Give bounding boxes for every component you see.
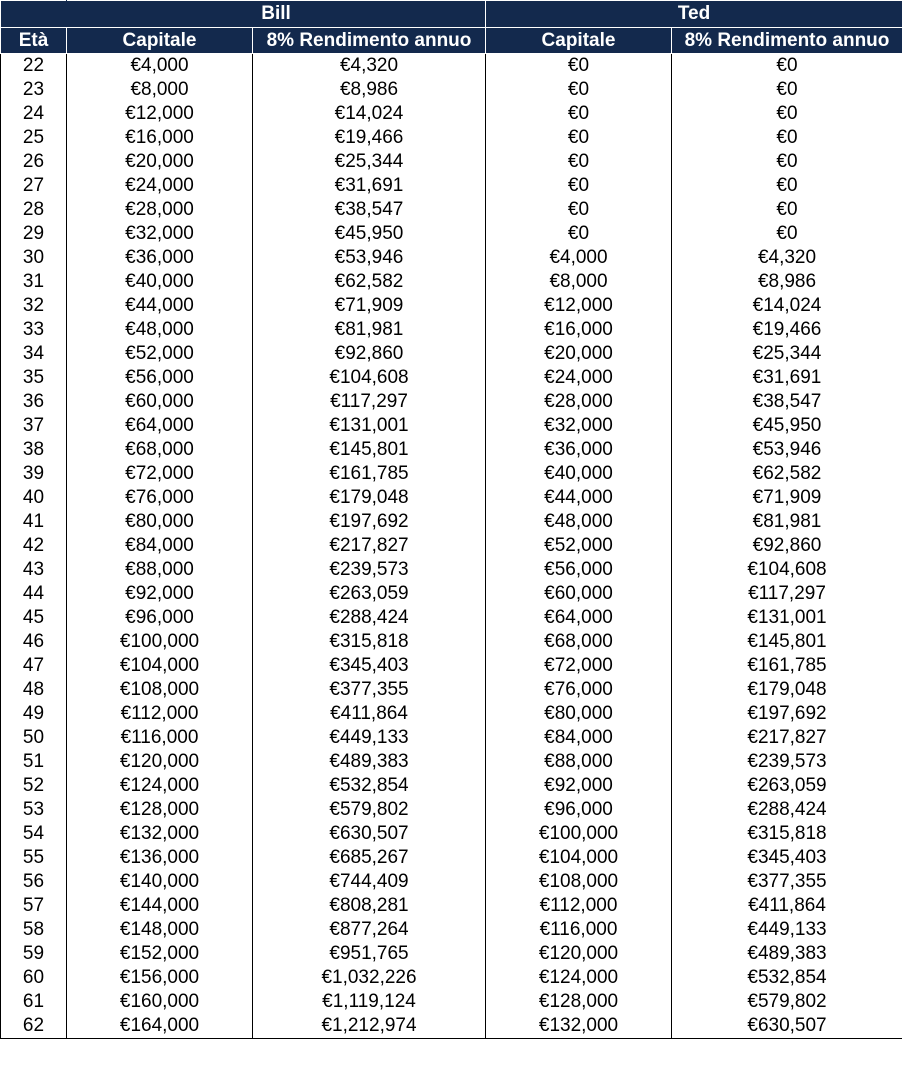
table-row bbox=[1, 750, 902, 774]
cell-ted-capital: €100,000 bbox=[486, 822, 672, 846]
cell-bill-return: €53,946 bbox=[253, 246, 486, 270]
table-row bbox=[1, 294, 902, 318]
column-header-row bbox=[1, 28, 902, 54]
cell-ted-capital: €44,000 bbox=[486, 486, 672, 510]
table-row bbox=[1, 222, 902, 246]
cell-bill-return: €489,383 bbox=[253, 750, 486, 774]
table-row bbox=[1, 318, 902, 342]
cell-age: 40 bbox=[1, 486, 67, 510]
table-row bbox=[1, 918, 902, 942]
cell-ted-return: €53,946 bbox=[672, 438, 902, 462]
cell-bill-return: €179,048 bbox=[253, 486, 486, 510]
cell-ted-capital: €20,000 bbox=[486, 342, 672, 366]
cell-ted-capital: €36,000 bbox=[486, 438, 672, 462]
cell-bill-return: €38,547 bbox=[253, 198, 486, 222]
cell-ted-capital: €0 bbox=[486, 174, 672, 198]
cell-bill-capital: €20,000 bbox=[67, 150, 253, 174]
cell-ted-return: €0 bbox=[672, 150, 902, 174]
cell-bill-return: €4,320 bbox=[253, 54, 486, 79]
cell-ted-return: €411,864 bbox=[672, 894, 902, 918]
cell-ted-capital: €128,000 bbox=[486, 990, 672, 1014]
cell-ted-return: €217,827 bbox=[672, 726, 902, 750]
table-row bbox=[1, 582, 902, 606]
cell-bill-capital: €148,000 bbox=[67, 918, 253, 942]
cell-ted-capital: €0 bbox=[486, 78, 672, 102]
group-header-ted: Ted bbox=[486, 1, 902, 28]
cell-bill-capital: €112,000 bbox=[67, 702, 253, 726]
cell-bill-return: €288,424 bbox=[253, 606, 486, 630]
cell-ted-return: €38,547 bbox=[672, 390, 902, 414]
cell-ted-capital: €52,000 bbox=[486, 534, 672, 558]
cell-age: 44 bbox=[1, 582, 67, 606]
cell-bill-capital: €120,000 bbox=[67, 750, 253, 774]
cell-age: 39 bbox=[1, 462, 67, 486]
cell-ted-return: €19,466 bbox=[672, 318, 902, 342]
table-row bbox=[1, 798, 902, 822]
cell-bill-capital: €28,000 bbox=[67, 198, 253, 222]
cell-ted-return: €0 bbox=[672, 54, 902, 79]
cell-bill-capital: €100,000 bbox=[67, 630, 253, 654]
cell-ted-capital: €0 bbox=[486, 150, 672, 174]
cell-bill-return: €377,355 bbox=[253, 678, 486, 702]
cell-bill-return: €532,854 bbox=[253, 774, 486, 798]
cell-bill-capital: €132,000 bbox=[67, 822, 253, 846]
cell-ted-capital: €32,000 bbox=[486, 414, 672, 438]
table-row bbox=[1, 558, 902, 582]
cell-ted-capital: €80,000 bbox=[486, 702, 672, 726]
cell-bill-capital: €60,000 bbox=[67, 390, 253, 414]
cell-age: 57 bbox=[1, 894, 67, 918]
cell-ted-return: €0 bbox=[672, 102, 902, 126]
table-row bbox=[1, 534, 902, 558]
cell-bill-capital: €68,000 bbox=[67, 438, 253, 462]
cell-ted-capital: €8,000 bbox=[486, 270, 672, 294]
cell-age: 59 bbox=[1, 942, 67, 966]
cell-bill-return: €685,267 bbox=[253, 846, 486, 870]
cell-age: 58 bbox=[1, 918, 67, 942]
table-row bbox=[1, 462, 902, 486]
table-row bbox=[1, 678, 902, 702]
cell-bill-capital: €36,000 bbox=[67, 246, 253, 270]
cell-bill-capital: €156,000 bbox=[67, 966, 253, 990]
table-row bbox=[1, 942, 902, 966]
cell-bill-return: €315,818 bbox=[253, 630, 486, 654]
cell-ted-capital: €68,000 bbox=[486, 630, 672, 654]
cell-bill-return: €8,986 bbox=[253, 78, 486, 102]
table-row bbox=[1, 510, 902, 534]
cell-bill-capital: €24,000 bbox=[67, 174, 253, 198]
cell-ted-return: €0 bbox=[672, 222, 902, 246]
cell-age: 60 bbox=[1, 966, 67, 990]
cell-bill-capital: €72,000 bbox=[67, 462, 253, 486]
cell-bill-return: €45,950 bbox=[253, 222, 486, 246]
cell-ted-return: €45,950 bbox=[672, 414, 902, 438]
cell-age: 25 bbox=[1, 126, 67, 150]
cell-bill-capital: €160,000 bbox=[67, 990, 253, 1014]
cell-ted-capital: €0 bbox=[486, 222, 672, 246]
table-row bbox=[1, 102, 902, 126]
cell-bill-capital: €140,000 bbox=[67, 870, 253, 894]
cell-ted-return: €263,059 bbox=[672, 774, 902, 798]
cell-bill-return: €449,133 bbox=[253, 726, 486, 750]
column-header-bill-return: 8% Rendimento annuo bbox=[253, 28, 486, 54]
cell-ted-return: €489,383 bbox=[672, 942, 902, 966]
cell-age: 61 bbox=[1, 990, 67, 1014]
cell-ted-capital: €0 bbox=[486, 126, 672, 150]
cell-age: 27 bbox=[1, 174, 67, 198]
cell-ted-capital: €116,000 bbox=[486, 918, 672, 942]
table-row bbox=[1, 846, 902, 870]
cell-ted-return: €0 bbox=[672, 78, 902, 102]
cell-ted-return: €104,608 bbox=[672, 558, 902, 582]
cell-ted-return: €131,001 bbox=[672, 606, 902, 630]
cell-ted-capital: €84,000 bbox=[486, 726, 672, 750]
cell-age: 32 bbox=[1, 294, 67, 318]
cell-ted-return: €161,785 bbox=[672, 654, 902, 678]
cell-ted-return: €117,297 bbox=[672, 582, 902, 606]
cell-bill-capital: €84,000 bbox=[67, 534, 253, 558]
table-row bbox=[1, 702, 902, 726]
cell-bill-capital: €116,000 bbox=[67, 726, 253, 750]
cell-ted-return: €0 bbox=[672, 198, 902, 222]
cell-ted-return: €345,403 bbox=[672, 846, 902, 870]
cell-age: 35 bbox=[1, 366, 67, 390]
table-row bbox=[1, 870, 902, 894]
cell-bill-return: €131,001 bbox=[253, 414, 486, 438]
cell-age: 33 bbox=[1, 318, 67, 342]
cell-ted-return: €81,981 bbox=[672, 510, 902, 534]
cell-bill-capital: €56,000 bbox=[67, 366, 253, 390]
group-header-bill: Bill bbox=[67, 1, 486, 28]
cell-bill-capital: €76,000 bbox=[67, 486, 253, 510]
cell-age: 52 bbox=[1, 774, 67, 798]
cell-ted-return: €532,854 bbox=[672, 966, 902, 990]
cell-age: 56 bbox=[1, 870, 67, 894]
cell-ted-return: €288,424 bbox=[672, 798, 902, 822]
cell-bill-capital: €136,000 bbox=[67, 846, 253, 870]
table-row bbox=[1, 966, 902, 990]
cell-ted-capital: €60,000 bbox=[486, 582, 672, 606]
cell-bill-capital: €152,000 bbox=[67, 942, 253, 966]
cell-ted-capital: €92,000 bbox=[486, 774, 672, 798]
cell-bill-capital: €16,000 bbox=[67, 126, 253, 150]
cell-age: 43 bbox=[1, 558, 67, 582]
cell-ted-return: €25,344 bbox=[672, 342, 902, 366]
group-header-row bbox=[1, 1, 902, 28]
cell-age: 31 bbox=[1, 270, 67, 294]
cell-bill-return: €808,281 bbox=[253, 894, 486, 918]
cell-bill-capital: €64,000 bbox=[67, 414, 253, 438]
cell-ted-capital: €16,000 bbox=[486, 318, 672, 342]
table-row bbox=[1, 726, 902, 750]
cell-ted-return: €8,986 bbox=[672, 270, 902, 294]
cell-bill-capital: €4,000 bbox=[67, 54, 253, 79]
cell-bill-capital: €52,000 bbox=[67, 342, 253, 366]
table-body bbox=[1, 54, 902, 1039]
table-row bbox=[1, 606, 902, 630]
cell-ted-capital: €108,000 bbox=[486, 870, 672, 894]
cell-ted-capital: €24,000 bbox=[486, 366, 672, 390]
cell-bill-return: €744,409 bbox=[253, 870, 486, 894]
cell-ted-return: €92,860 bbox=[672, 534, 902, 558]
cell-bill-return: €197,692 bbox=[253, 510, 486, 534]
cell-bill-capital: €80,000 bbox=[67, 510, 253, 534]
cell-age: 54 bbox=[1, 822, 67, 846]
cell-ted-return: €197,692 bbox=[672, 702, 902, 726]
cell-age: 30 bbox=[1, 246, 67, 270]
cell-age: 41 bbox=[1, 510, 67, 534]
cell-bill-return: €411,864 bbox=[253, 702, 486, 726]
cell-bill-return: €19,466 bbox=[253, 126, 486, 150]
table-row bbox=[1, 150, 902, 174]
cell-ted-capital: €40,000 bbox=[486, 462, 672, 486]
cell-ted-return: €31,691 bbox=[672, 366, 902, 390]
table-row bbox=[1, 174, 902, 198]
table-row bbox=[1, 126, 902, 150]
cell-age: 24 bbox=[1, 102, 67, 126]
table-row bbox=[1, 1014, 902, 1039]
cell-bill-capital: €144,000 bbox=[67, 894, 253, 918]
column-header-bill-capital: Capitale bbox=[67, 28, 253, 54]
column-header-ted-capital: Capitale bbox=[486, 28, 672, 54]
cell-age: 51 bbox=[1, 750, 67, 774]
cell-bill-capital: €32,000 bbox=[67, 222, 253, 246]
cell-age: 36 bbox=[1, 390, 67, 414]
cell-age: 22 bbox=[1, 54, 67, 79]
cell-ted-return: €71,909 bbox=[672, 486, 902, 510]
cell-bill-return: €1,119,124 bbox=[253, 990, 486, 1014]
table-row bbox=[1, 990, 902, 1014]
header-corner bbox=[1, 1, 67, 28]
table-row bbox=[1, 654, 902, 678]
cell-bill-capital: €164,000 bbox=[67, 1014, 253, 1039]
cell-bill-capital: €8,000 bbox=[67, 78, 253, 102]
table-row bbox=[1, 246, 902, 270]
cell-bill-return: €14,024 bbox=[253, 102, 486, 126]
column-header-age: Età bbox=[1, 28, 67, 54]
cell-ted-capital: €124,000 bbox=[486, 966, 672, 990]
cell-ted-return: €315,818 bbox=[672, 822, 902, 846]
table-row bbox=[1, 270, 902, 294]
cell-bill-return: €951,765 bbox=[253, 942, 486, 966]
table-row bbox=[1, 366, 902, 390]
cell-bill-capital: €96,000 bbox=[67, 606, 253, 630]
cell-age: 50 bbox=[1, 726, 67, 750]
cell-bill-return: €217,827 bbox=[253, 534, 486, 558]
cell-bill-return: €345,403 bbox=[253, 654, 486, 678]
cell-ted-return: €449,133 bbox=[672, 918, 902, 942]
cell-ted-capital: €112,000 bbox=[486, 894, 672, 918]
cell-ted-capital: €0 bbox=[486, 54, 672, 79]
cell-ted-capital: €0 bbox=[486, 102, 672, 126]
cell-bill-capital: €124,000 bbox=[67, 774, 253, 798]
cell-bill-return: €25,344 bbox=[253, 150, 486, 174]
cell-ted-capital: €132,000 bbox=[486, 1014, 672, 1039]
cell-ted-capital: €64,000 bbox=[486, 606, 672, 630]
cell-age: 42 bbox=[1, 534, 67, 558]
cell-bill-return: €71,909 bbox=[253, 294, 486, 318]
cell-ted-return: €62,582 bbox=[672, 462, 902, 486]
cell-bill-capital: €92,000 bbox=[67, 582, 253, 606]
table-row bbox=[1, 414, 902, 438]
cell-bill-capital: €88,000 bbox=[67, 558, 253, 582]
table-row bbox=[1, 438, 902, 462]
table-row bbox=[1, 894, 902, 918]
cell-age: 37 bbox=[1, 414, 67, 438]
cell-ted-capital: €28,000 bbox=[486, 390, 672, 414]
cell-age: 53 bbox=[1, 798, 67, 822]
cell-age: 45 bbox=[1, 606, 67, 630]
cell-bill-capital: €104,000 bbox=[67, 654, 253, 678]
cell-age: 29 bbox=[1, 222, 67, 246]
cell-age: 23 bbox=[1, 78, 67, 102]
cell-bill-return: €62,582 bbox=[253, 270, 486, 294]
cell-bill-capital: €128,000 bbox=[67, 798, 253, 822]
cell-ted-return: €0 bbox=[672, 126, 902, 150]
cell-ted-return: €239,573 bbox=[672, 750, 902, 774]
cell-ted-return: €377,355 bbox=[672, 870, 902, 894]
table-header bbox=[1, 1, 902, 54]
cell-bill-return: €81,981 bbox=[253, 318, 486, 342]
cell-bill-capital: €12,000 bbox=[67, 102, 253, 126]
cell-age: 48 bbox=[1, 678, 67, 702]
cell-age: 46 bbox=[1, 630, 67, 654]
cell-age: 28 bbox=[1, 198, 67, 222]
cell-bill-capital: €48,000 bbox=[67, 318, 253, 342]
cell-bill-return: €877,264 bbox=[253, 918, 486, 942]
cell-bill-return: €1,032,226 bbox=[253, 966, 486, 990]
cell-bill-return: €145,801 bbox=[253, 438, 486, 462]
cell-age: 62 bbox=[1, 1014, 67, 1039]
cell-ted-return: €630,507 bbox=[672, 1014, 902, 1039]
table-row bbox=[1, 78, 902, 102]
cell-bill-return: €579,802 bbox=[253, 798, 486, 822]
cell-ted-return: €0 bbox=[672, 174, 902, 198]
cell-ted-capital: €96,000 bbox=[486, 798, 672, 822]
cell-ted-capital: €48,000 bbox=[486, 510, 672, 534]
cell-bill-return: €31,691 bbox=[253, 174, 486, 198]
cell-ted-return: €579,802 bbox=[672, 990, 902, 1014]
cell-age: 38 bbox=[1, 438, 67, 462]
cell-bill-return: €239,573 bbox=[253, 558, 486, 582]
cell-bill-return: €117,297 bbox=[253, 390, 486, 414]
cell-age: 26 bbox=[1, 150, 67, 174]
column-header-ted-return: 8% Rendimento annuo bbox=[672, 28, 902, 54]
cell-age: 34 bbox=[1, 342, 67, 366]
cell-ted-capital: €0 bbox=[486, 198, 672, 222]
cell-bill-capital: €40,000 bbox=[67, 270, 253, 294]
cell-ted-capital: €120,000 bbox=[486, 942, 672, 966]
cell-ted-capital: €76,000 bbox=[486, 678, 672, 702]
cell-bill-return: €630,507 bbox=[253, 822, 486, 846]
cell-ted-return: €179,048 bbox=[672, 678, 902, 702]
table-row bbox=[1, 198, 902, 222]
cell-bill-return: €1,212,974 bbox=[253, 1014, 486, 1039]
cell-ted-return: €14,024 bbox=[672, 294, 902, 318]
cell-bill-return: €263,059 bbox=[253, 582, 486, 606]
table-row bbox=[1, 630, 902, 654]
cell-age: 55 bbox=[1, 846, 67, 870]
cell-ted-capital: €4,000 bbox=[486, 246, 672, 270]
cell-bill-return: €92,860 bbox=[253, 342, 486, 366]
cell-bill-return: €161,785 bbox=[253, 462, 486, 486]
cell-ted-capital: €56,000 bbox=[486, 558, 672, 582]
table-row bbox=[1, 822, 902, 846]
cell-age: 47 bbox=[1, 654, 67, 678]
cell-ted-capital: €88,000 bbox=[486, 750, 672, 774]
cell-ted-return: €145,801 bbox=[672, 630, 902, 654]
table-row bbox=[1, 486, 902, 510]
cell-ted-capital: €104,000 bbox=[486, 846, 672, 870]
table-row bbox=[1, 342, 902, 366]
cell-bill-return: €104,608 bbox=[253, 366, 486, 390]
table-row bbox=[1, 54, 902, 79]
cell-age: 49 bbox=[1, 702, 67, 726]
cell-ted-capital: €72,000 bbox=[486, 654, 672, 678]
cell-bill-capital: €108,000 bbox=[67, 678, 253, 702]
cell-ted-return: €4,320 bbox=[672, 246, 902, 270]
table-row bbox=[1, 390, 902, 414]
table-row bbox=[1, 774, 902, 798]
cell-ted-capital: €12,000 bbox=[486, 294, 672, 318]
cell-bill-capital: €44,000 bbox=[67, 294, 253, 318]
